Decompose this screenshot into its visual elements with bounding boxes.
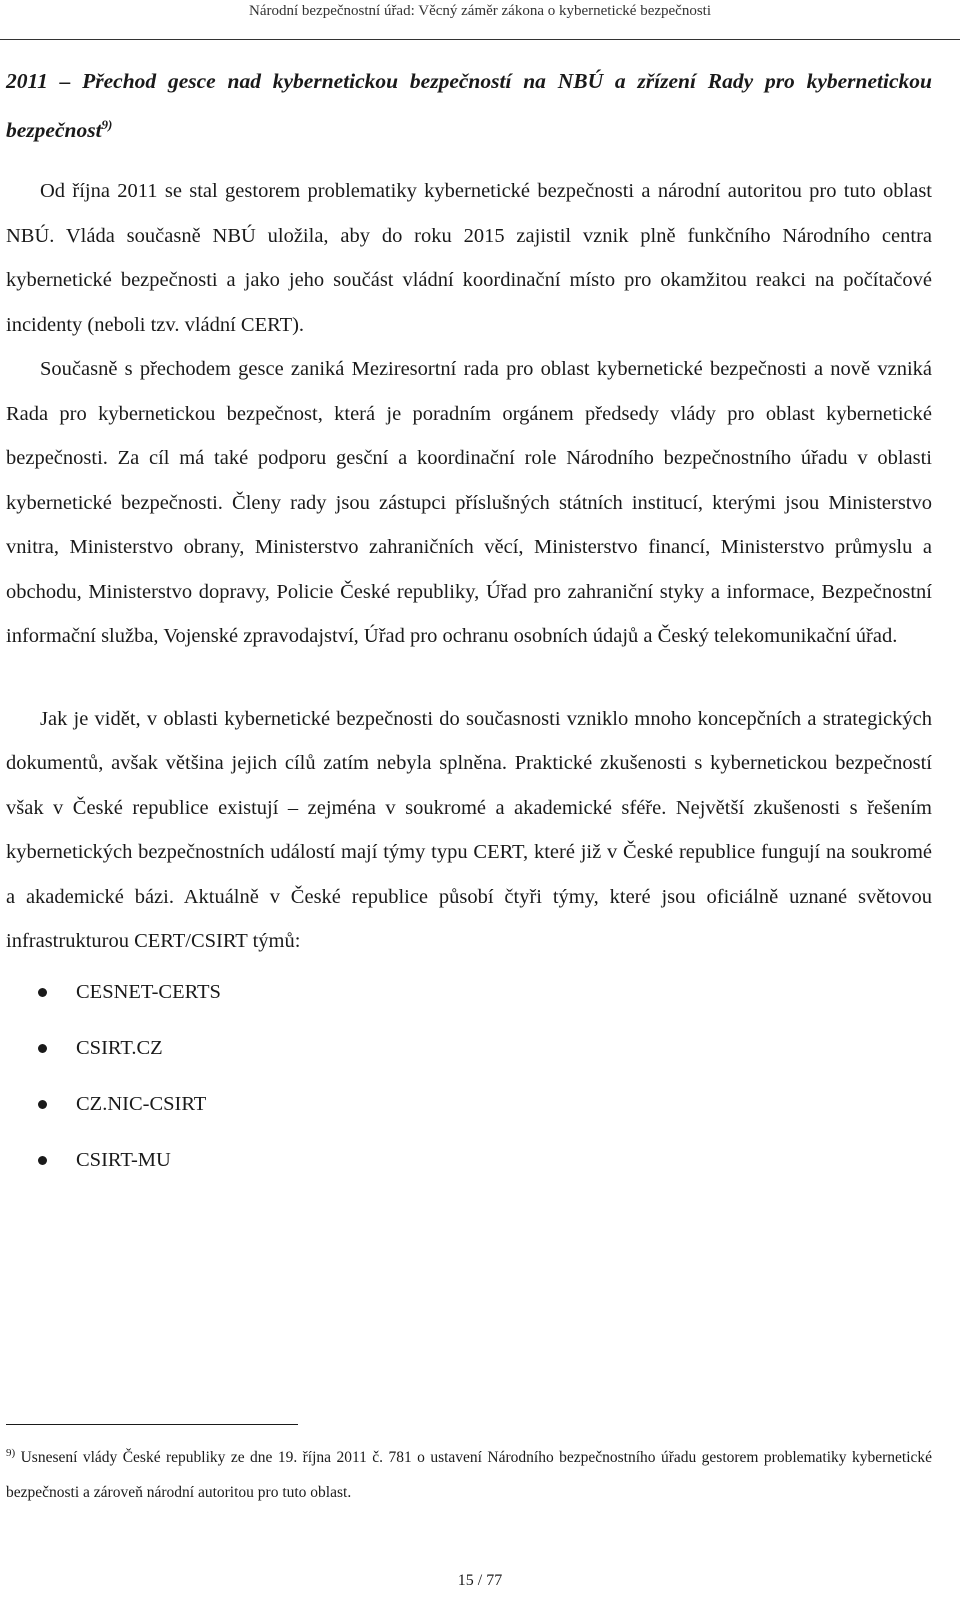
paragraph-cert-teams: Jak je vidět, v oblasti kybernetické bezpečnosti do současnosti vzniklo mnoho koncepčních a strategických dokumentů, avšak většina jejich cílů zatím nebyla splněna. Praktické zkušenosti s kybernetickou bezpečností však v České republice existují – zejména v soukromé a akademické sféře. Největší zkušenosti s řešením kybernetických bezpečnostních událostí mají týmy typu CERT, které již v České republice fungují na soukromé a akademické bázi. Aktuálně v České republice působí čtyři týmy, které jsou oficiálně uznané světovou infrastrukturou CERT/CSIRT týmů: — [6, 707, 932, 953]
bullet-icon — [38, 1100, 47, 1109]
section-heading — [6, 60, 932, 152]
footnote-divider — [6, 1424, 298, 1425]
bullet-icon — [38, 988, 47, 997]
team-name: CSIRT.CZ — [76, 1036, 163, 1059]
list-item — [6, 1090, 932, 1118]
footnote-reference: 9) — [101, 117, 113, 132]
header-title: Národní bezpečnostní úřad: Věcný záměr zákona o kybernetické bezpečnosti — [248, 3, 712, 19]
page-content — [6, 60, 932, 1202]
bullet-icon — [38, 1044, 47, 1053]
team-name: CESNET-CERTS — [76, 980, 221, 1003]
footnote — [6, 1436, 932, 1510]
team-name: CSIRT-MU — [76, 1148, 171, 1171]
page-number: 15 / 77 — [457, 1572, 503, 1589]
paragraph-nbu-authority: Od října 2011 se stal gestorem problematiky kybernetické bezpečnosti a národní autoritou pro tuto oblast NBÚ. Vláda současně NBÚ uložila, aby do roku 2015 zajistil vznik plně funkčního Národního centra kybernetické bezpečnosti a jako jeho součást vládní koordinační místo pro okamžitou reakci na počítačové incidenty (neboli tzv. vládní CERT). — [6, 180, 932, 336]
bullet-icon — [38, 1156, 47, 1165]
cert-team-list — [6, 978, 932, 1174]
running-header — [0, 0, 960, 40]
paragraph-cyber-council: Současně s přechodem gesce zaniká Meziresortní rada pro oblast kybernetické bezpečnosti a nově vzniká Rada pro kybernetickou bezpečnost, která je poradním orgánem předsedy vlády pro oblast kybernetické bezpečnosti. Za cíl má také podporu gesční a koordinační role Národního bezpečnostního úřadu v oblasti kybernetické bezpečnosti. Členy rady jsou zástupci příslušných státních institucí, kterými jsou Ministerstvo vnitra, Ministerstvo obrany, Ministerstvo zahraničních věcí, Ministerstvo financí, Ministerstvo průmyslu a obchodu, Ministerstvo dopravy, Policie České republiky, Úřad pro zahraniční styky a informace, Bezpečnostní informační služba, Vojenské zpravodajství, Úřad pro ochranu osobních údajů a Český telekomunikační úřad. — [6, 358, 932, 648]
team-name: CZ.NIC-CSIRT — [76, 1092, 207, 1115]
list-item — [6, 1146, 932, 1174]
list-item — [6, 978, 932, 1006]
footnote-marker: 9) — [6, 1447, 16, 1459]
footnote-text: Usnesení vlády České republiky ze dne 19. října 2011 č. 781 o ustavení Národního bezpečnostního úřadu gestorem problematiky kybernetické bezpečnosti a zároveň národní autoritou pro tuto oblast. — [6, 1449, 933, 1502]
section-heading-text: 2011 – Přechod gesce nad kybernetickou bezpečností na NBÚ a zřízení Rady pro kybernetickou bezpečnost — [6, 69, 932, 143]
list-item — [6, 1034, 932, 1062]
